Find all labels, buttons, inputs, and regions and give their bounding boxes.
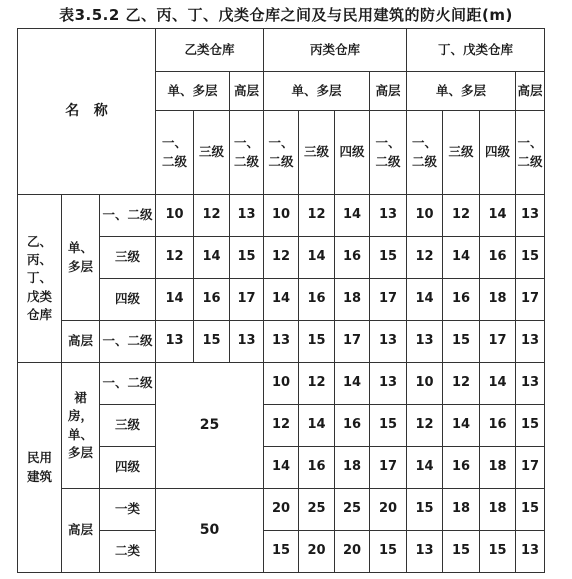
- grade-header: 一、 二级: [230, 111, 264, 195]
- table-cell: 12: [264, 405, 299, 447]
- table-cell: 18: [480, 279, 516, 321]
- row-grade: 三级: [100, 405, 156, 447]
- table-cell: 15: [516, 237, 545, 279]
- row-grade: 四级: [100, 279, 156, 321]
- table-cell: 15: [407, 489, 443, 531]
- table-cell: 13: [230, 321, 264, 363]
- table-cell: 13: [370, 363, 407, 405]
- grade-header: 四级: [335, 111, 370, 195]
- warehouse-label: 乙、 丙、 丁、 戊类 仓库: [18, 195, 62, 363]
- table-cell: 20: [264, 489, 299, 531]
- row-grade: 一、二级: [100, 363, 156, 405]
- table-cell: 17: [370, 447, 407, 489]
- table-cell: 18: [480, 489, 516, 531]
- table-cell: 14: [299, 405, 335, 447]
- table-cell: 16: [194, 279, 230, 321]
- table-cell: 16: [443, 447, 480, 489]
- warehouse-single-multi: 单、 多层: [62, 195, 100, 321]
- table-cell: 14: [335, 195, 370, 237]
- civil-high: 高层: [62, 489, 100, 573]
- grade-header: 一、 二级: [370, 111, 407, 195]
- table-cell: 15: [516, 405, 545, 447]
- table-cell: 13: [407, 531, 443, 573]
- table-cell: 13: [516, 531, 545, 573]
- table-cell: 20: [370, 489, 407, 531]
- table-cell: 14: [480, 363, 516, 405]
- merged-cell-podium: 25: [156, 363, 264, 489]
- grade-header: 三级: [194, 111, 230, 195]
- row-grade: 一类: [100, 489, 156, 531]
- table-cell: 15: [480, 531, 516, 573]
- table-cell: 12: [443, 363, 480, 405]
- table-cell: 14: [194, 237, 230, 279]
- grade-header: 一、 二级: [407, 111, 443, 195]
- table-cell: 14: [156, 279, 194, 321]
- header-dingwu: 丁、戊类仓库: [407, 29, 545, 72]
- table-cell: 17: [370, 279, 407, 321]
- table-cell: 16: [299, 447, 335, 489]
- table-cell: 13: [370, 195, 407, 237]
- table-cell: 13: [516, 363, 545, 405]
- table-cell: 15: [516, 489, 545, 531]
- row-grade: 四级: [100, 447, 156, 489]
- name-header: [18, 29, 156, 195]
- table-cell: 12: [194, 195, 230, 237]
- table-cell: 14: [407, 279, 443, 321]
- table-cell: 13: [516, 321, 545, 363]
- table-cell: 15: [264, 531, 299, 573]
- header-bing: 丙类仓库: [264, 29, 407, 72]
- table-cell: 12: [407, 237, 443, 279]
- dingwu-high: 高层: [516, 72, 545, 111]
- grade-header: 一、 二级: [516, 111, 545, 195]
- header-yi: 乙类仓库: [156, 29, 264, 72]
- table-cell: 13: [264, 321, 299, 363]
- table-cell: 17: [480, 321, 516, 363]
- table-cell: 14: [264, 279, 299, 321]
- table-cell: 15: [194, 321, 230, 363]
- yi-single-multi: 单、多层: [156, 72, 230, 111]
- table-cell: 10: [407, 363, 443, 405]
- grade-header: 一、 二级: [156, 111, 194, 195]
- table-cell: 13: [156, 321, 194, 363]
- table-cell: 16: [335, 405, 370, 447]
- table-cell: 18: [335, 447, 370, 489]
- table-cell: 13: [370, 321, 407, 363]
- yi-high: 高层: [230, 72, 264, 111]
- grade-header: 四级: [480, 111, 516, 195]
- table-cell: 15: [299, 321, 335, 363]
- table-cell: 16: [299, 279, 335, 321]
- table-cell: 16: [443, 279, 480, 321]
- table-cell: 17: [230, 279, 264, 321]
- civil-label: 民用 建筑: [18, 363, 62, 573]
- row-grade: 一、二级: [100, 321, 156, 363]
- table-cell: 12: [156, 237, 194, 279]
- table-cell: 18: [480, 447, 516, 489]
- table-cell: 16: [480, 237, 516, 279]
- table-cell: 17: [516, 447, 545, 489]
- row-grade: 一、二级: [100, 195, 156, 237]
- bing-high: 高层: [370, 72, 407, 111]
- table-cell: 14: [443, 237, 480, 279]
- table-cell: 13: [516, 195, 545, 237]
- table-cell: 15: [443, 321, 480, 363]
- table-cell: 14: [299, 237, 335, 279]
- table-cell: 17: [335, 321, 370, 363]
- table-cell: 25: [335, 489, 370, 531]
- table-cell: 10: [264, 363, 299, 405]
- table-cell: 12: [443, 195, 480, 237]
- warehouse-high: 高层: [62, 321, 100, 363]
- name-label-a: 名: [65, 103, 80, 120]
- table-cell: 15: [370, 237, 407, 279]
- grade-header: 三级: [443, 111, 480, 195]
- table-cell: 13: [230, 195, 264, 237]
- table-cell: 12: [264, 237, 299, 279]
- grade-header: 三级: [299, 111, 335, 195]
- row-grade: 三级: [100, 237, 156, 279]
- table-cell: 12: [299, 363, 335, 405]
- table-cell: 10: [407, 195, 443, 237]
- table-cell: 14: [480, 195, 516, 237]
- name-label-b: 称: [93, 103, 108, 120]
- table-title: 表3.5.2 乙、丙、丁、戊类仓库之间及与民用建筑的防火间距(m): [59, 6, 513, 24]
- table-cell: 20: [299, 531, 335, 573]
- fire-distance-table: [17, 28, 545, 573]
- row-grade: 二类: [100, 531, 156, 573]
- table-cell: 17: [516, 279, 545, 321]
- table-cell: 16: [480, 405, 516, 447]
- merged-cell-high: 50: [156, 489, 264, 573]
- table-cell: 25: [299, 489, 335, 531]
- table-cell: 15: [230, 237, 264, 279]
- table-cell: 12: [407, 405, 443, 447]
- table-cell: 15: [370, 405, 407, 447]
- table-cell: 15: [370, 531, 407, 573]
- dingwu-single-multi: 单、多层: [407, 72, 516, 111]
- grade-header: 一、 二级: [264, 111, 299, 195]
- table-cell: 20: [335, 531, 370, 573]
- table-cell: 13: [407, 321, 443, 363]
- table-cell: 16: [335, 237, 370, 279]
- table-cell: 14: [407, 447, 443, 489]
- table-cell: 15: [443, 531, 480, 573]
- table-cell: 14: [264, 447, 299, 489]
- table-cell: 10: [264, 195, 299, 237]
- bing-single-multi: 单、多层: [264, 72, 370, 111]
- table-cell: 10: [156, 195, 194, 237]
- table-cell: 14: [443, 405, 480, 447]
- table-cell: 18: [335, 279, 370, 321]
- table-cell: 14: [335, 363, 370, 405]
- table-cell: 18: [443, 489, 480, 531]
- civil-podium: 裙房， 单、 多层: [62, 363, 100, 489]
- table-cell: 12: [299, 195, 335, 237]
